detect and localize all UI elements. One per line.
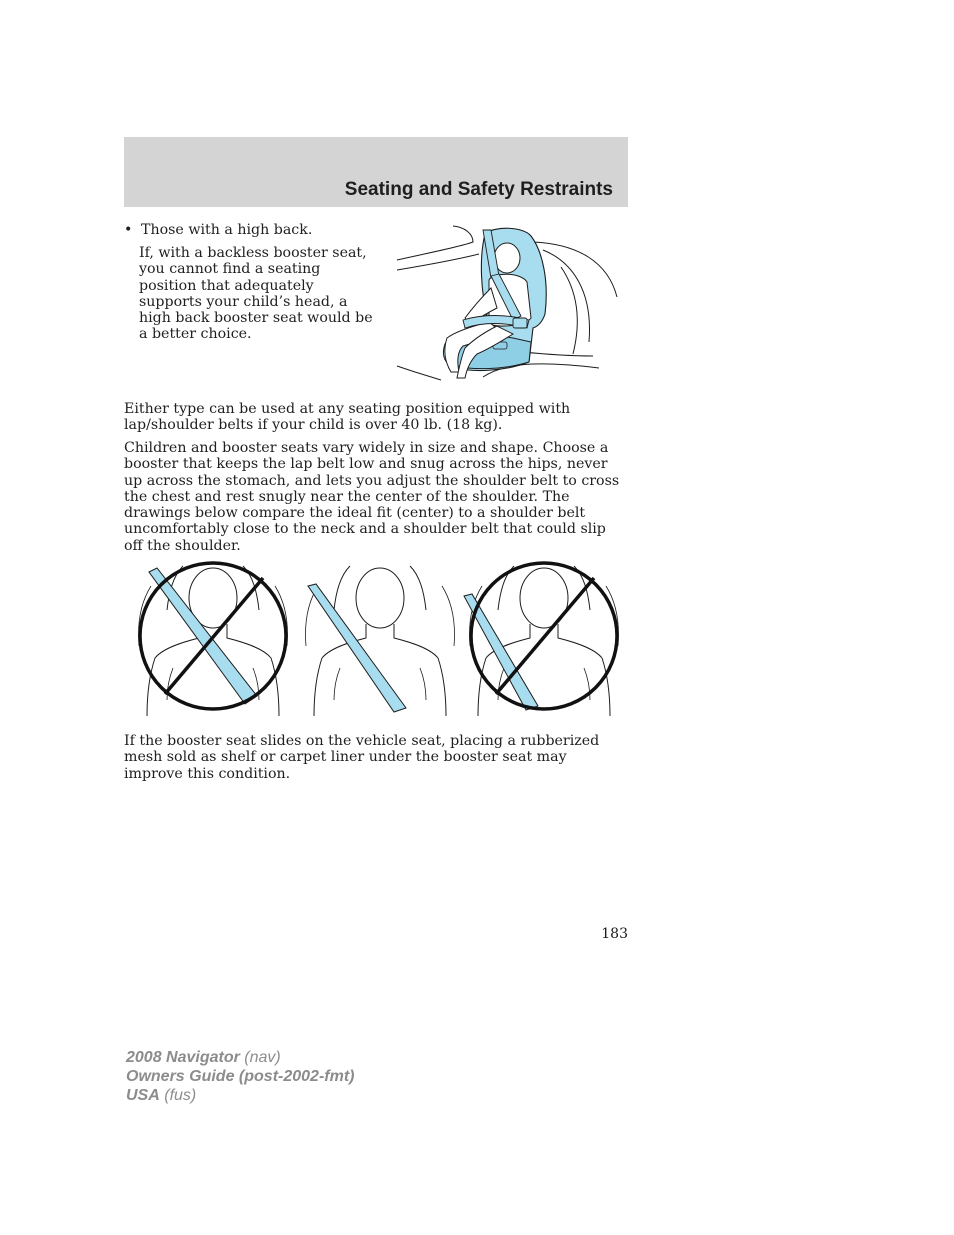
footer-region-code: (fus) bbox=[164, 1087, 197, 1104]
footer-line-region bbox=[126, 1086, 354, 1105]
high-back-booster-illustration bbox=[393, 222, 623, 384]
belt-near-neck-figure bbox=[139, 563, 288, 716]
footer-guide-name: Owners Guide (post-2002-fmt) bbox=[126, 1068, 355, 1085]
page-number: 183 bbox=[601, 926, 628, 942]
bullet-marker: • bbox=[124, 222, 133, 238]
paragraph-booster-slides: If the booster seat slides on the vehicle seat, placing a rubberized mesh sold as shelf or carpet liner under the booster seat may improve this condition. bbox=[124, 733, 600, 782]
paragraph-booster-fit: Children and booster seats vary widely in size and shape. Choose a booster that keeps the lap belt low and snug across the hips, never up across the stomach, and lets you adjust the shoulder belt to cross the chest and rest snugly near the center of the shoulder. The drawings below compare the ideal fit (center) to a shoulder belt uncomfortably close to the neck and a shoulder belt that could slip off the shoulder. bbox=[124, 440, 620, 554]
footer-model-name: 2008 Navigator bbox=[126, 1049, 240, 1066]
belt-fit-comparison-illustration bbox=[136, 556, 624, 718]
paragraph-seating-position: Either type can be used at any seating position equipped with lap/shoulder belts if your child is over 40 lb. (18 kg). bbox=[124, 401, 571, 434]
section-title: Seating and Safety Restraints bbox=[344, 179, 613, 200]
footer-model-code: (nav) bbox=[244, 1049, 281, 1066]
section-header bbox=[124, 137, 628, 207]
belt-off-shoulder-figure bbox=[464, 563, 619, 716]
bullet-detail: If, with a backless booster seat, you cannot find a seating position that adequately supports your child’s head, a high back booster seat would be a better choice. bbox=[139, 245, 373, 343]
bullet-item-text: Those with a high back. bbox=[141, 222, 313, 238]
footer-line-guide bbox=[126, 1067, 354, 1086]
footer-line-model bbox=[126, 1048, 354, 1067]
ideal-belt-fit-figure bbox=[306, 566, 455, 716]
footer-region-name: USA bbox=[126, 1087, 160, 1104]
bullet-item bbox=[124, 222, 374, 238]
document-footer bbox=[126, 1048, 354, 1105]
